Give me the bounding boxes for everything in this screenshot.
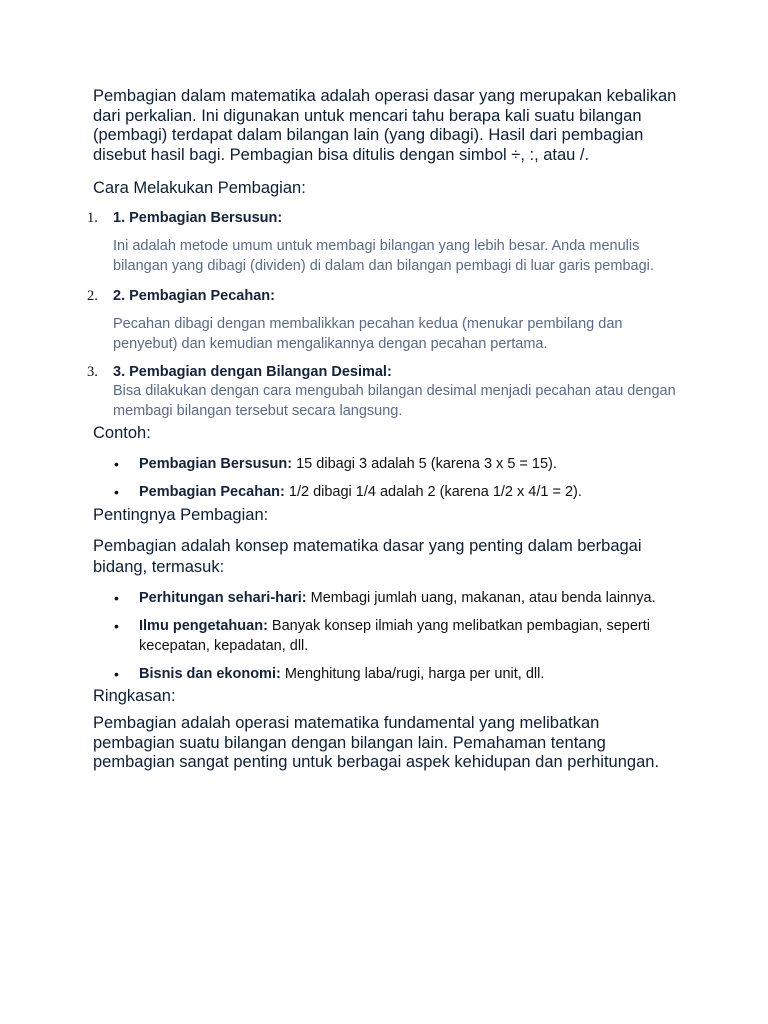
bullet: • [114,456,119,472]
ringkasan-heading: Ringkasan: [93,687,176,705]
method-title: 1. Pembagian Bersusun: [113,210,283,226]
bullet: • [114,666,119,682]
example-text: 15 dibagi 3 adalah 5 (karena 3 x 5 = 15). [292,456,557,472]
intro-paragraph: Pembagian dalam matematika adalah operasi dasar yang merupakan kebalikan dari perkalian. Ini digunakan untuk mencari tahu berapa kali suatu bilangan (pembagi) terdapat dalam bilangan lain (yang dibagi). Hasil dari pembagian disebut hasil bagi. Pembagian bisa ditulis dengan simbol ÷, :, atau /. [93,87,677,164]
importance-item [93,664,683,684]
method-title: 2. Pembagian Pecahan: [113,288,275,304]
document-page [87,87,683,773]
importance-label: Perhitungan sehari-hari: [139,590,307,606]
penting-body: Pembagian adalah konsep matematika dasar yang penting dalam berbagai bidang, termasuk: [93,537,642,576]
method-item-3 [87,363,683,421]
penting-heading: Pentingnya Pembagian: [93,506,269,524]
bullet: • [114,590,119,606]
example-item [93,454,683,474]
method-title: 3. Pembagian dengan Bilangan Desimal: [113,364,392,380]
example-label: Pembagian Bersusun: [139,456,293,472]
importance-item [93,616,683,656]
method-description: Ini adalah metode umum untuk membagi bilangan yang lebih besar. Anda menulis bilangan yang dibagi (dividen) di dalam dan bilangan pembagi di luar garis pembagi. [113,238,654,274]
method-description: Bisa dilakukan dengan cara mengubah bilangan desimal menjadi pecahan atau dengan membagi bilangan tersebut secara langsung. [113,383,676,419]
bullet: • [114,484,119,500]
importance-text: Menghitung laba/rugi, harga per unit, dll. [280,666,545,682]
bullet: • [114,618,119,634]
list-number: 2. [87,288,98,304]
example-text: 1/2 dibagi 1/4 adalah 2 (karena 1/2 x 4/1 = 2). [284,484,582,500]
method-item-1 [87,209,683,276]
cara-heading: Cara Melakukan Pembagian: [93,179,306,197]
importance-text: Banyak konsep ilmiah yang melibatkan pembagian, seperti kecepatan, kepadatan, dll. [139,618,650,654]
importance-label: Ilmu pengetahuan: [139,618,268,634]
example-label: Pembagian Pecahan: [139,484,285,500]
contoh-heading: Contoh: [93,424,151,442]
ringkasan-body: Pembagian adalah operasi matematika fundamental yang melibatkan pembagian suatu bilangan dengan bilangan lain. Pemahaman tentang pembagian sangat penting untuk berbagai aspek kehidupan dan perhitungan. [93,714,660,771]
list-number: 1. [87,210,98,226]
method-item-2 [87,287,683,354]
list-number: 3. [87,364,98,380]
example-item [93,482,683,502]
importance-item [93,588,683,608]
importance-label: Bisnis dan ekonomi: [139,666,281,682]
importance-text: Membagi jumlah uang, makanan, atau benda lainnya. [306,590,656,606]
method-description: Pecahan dibagi dengan membalikkan pecahan kedua (menukar pembilang dan penyebut) dan kemudian mengalikannya dengan pecahan pertama. [113,316,623,352]
